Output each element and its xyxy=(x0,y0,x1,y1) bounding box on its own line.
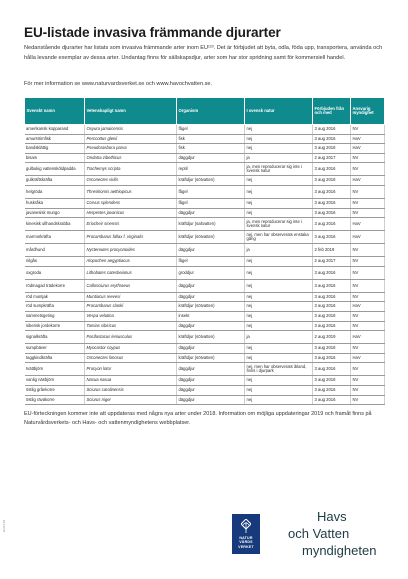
organism-cell: kräftdjur (sötvatten) xyxy=(177,302,245,312)
date-cell: 3 aug 2016 xyxy=(313,144,351,154)
date-cell: 3 aug 2016 xyxy=(313,353,351,363)
organism-cell: däggdjur xyxy=(177,321,245,331)
scientific-name-cell: Procambarus fallax f. virginalis xyxy=(85,231,177,244)
in-nature-cell: nej xyxy=(245,208,313,218)
table-row xyxy=(25,311,385,321)
nv-logo-line-1: NATUR xyxy=(239,536,253,540)
hav-logo-line-2: och Vatten xyxy=(288,526,350,541)
scientific-name-cell: Sciurus carolinensis xyxy=(85,385,177,395)
swedish-name-cell: östlig gråekorre xyxy=(25,385,85,395)
organism-cell: kräftdjur (sötvatten) xyxy=(177,176,245,186)
authority-cell: NV xyxy=(351,244,385,257)
in-nature-cell: nej xyxy=(245,279,313,292)
in-nature-cell: nej xyxy=(245,376,313,386)
authority-cell: HaV xyxy=(351,353,385,363)
date-cell: 2 aug 2019 xyxy=(313,331,351,344)
date-cell: 3 aug 2016 xyxy=(313,376,351,386)
scientific-name-cell: Sciurus niger xyxy=(85,395,177,405)
scientific-name-cell: Nasua nasua xyxy=(85,376,177,386)
scientific-name-cell: Pacifastacus leniusculus xyxy=(85,331,177,344)
table-row xyxy=(25,231,385,244)
organism-cell: kräftdjur (sötvatten) xyxy=(177,331,245,344)
nv-logo-line-3: VERKET xyxy=(238,544,254,549)
in-nature-cell: nej xyxy=(245,321,313,331)
date-cell: 3 aug 2016 xyxy=(313,395,351,405)
swedish-name-cell: signalkräfta xyxy=(25,331,85,344)
authority-cell: NV xyxy=(351,279,385,292)
scientific-name-cell: Lithobates catesbeianus xyxy=(85,266,177,279)
organism-cell: däggdjur xyxy=(177,344,245,354)
organism-cell: kräftdjur (saltvatten) xyxy=(177,218,245,231)
in-nature-cell: nej xyxy=(245,344,313,354)
table-row xyxy=(25,208,385,218)
swedish-name-cell: bisam xyxy=(25,153,85,163)
date-cell: 3 aug 2016 xyxy=(313,134,351,144)
table-row xyxy=(25,153,385,163)
date-cell: 3 aug 2016 xyxy=(313,363,351,376)
column-header-organism: Organism xyxy=(177,98,245,125)
organism-cell: fågel xyxy=(177,198,245,208)
authority-cell: HaV xyxy=(351,134,385,144)
hav-logo-line-1: Havs xyxy=(317,509,347,524)
swedish-name-cell: rödmagad trädekorre xyxy=(25,279,85,292)
scientific-name-cell: Procambarus clarkii xyxy=(85,302,177,312)
date-cell: 3 aug 2016 xyxy=(313,279,351,292)
date-cell: 3 aug 2016 xyxy=(313,218,351,231)
date-cell: 3 aug 2016 xyxy=(313,344,351,354)
authority-cell: NV xyxy=(351,125,385,135)
in-nature-cell: nej xyxy=(245,144,313,154)
date-cell: 3 aug 2016 xyxy=(313,321,351,331)
scientific-name-cell: Pseudorasbora parva xyxy=(85,144,177,154)
date-cell: 3 aug 2016 xyxy=(313,292,351,302)
authority-cell: HaV xyxy=(351,218,385,231)
havs-och-vattenmyndigheten-logo xyxy=(267,510,397,560)
table-row xyxy=(25,244,385,257)
swedish-name-cell: amerikansk kopparand xyxy=(25,125,85,135)
authority-cell: NV xyxy=(351,311,385,321)
scientific-name-cell: Oxyura jamaicensis xyxy=(85,125,177,135)
in-nature-cell: nej xyxy=(245,257,313,267)
scientific-name-cell: Trachemys scripta xyxy=(85,163,177,176)
organism-cell: kräftdjur (sötvatten) xyxy=(177,231,245,244)
authority-cell: NV xyxy=(351,363,385,376)
in-nature-cell: ja xyxy=(245,244,313,257)
document-code: ELFN-18 xyxy=(2,520,6,533)
naturvardsverket-emblem-icon xyxy=(241,519,251,533)
date-cell: 3 aug 2016 xyxy=(313,208,351,218)
in-nature-cell: ja, men reproducerar sig inte i svensk natur xyxy=(245,218,313,231)
authority-cell: NV xyxy=(351,292,385,302)
scientific-name-cell: Threskiornis aethiopicus xyxy=(85,185,177,198)
organism-cell: däggdjur xyxy=(177,244,245,257)
authority-cell: NV xyxy=(351,153,385,163)
date-cell: 3 aug 2016 xyxy=(313,185,351,198)
swedish-name-cell: röd muntjak xyxy=(25,292,85,302)
authority-cell: NV xyxy=(351,395,385,405)
organism-cell: däggdjur xyxy=(177,363,245,376)
organism-cell: däggdjur xyxy=(177,385,245,395)
table-row xyxy=(25,266,385,279)
table-row xyxy=(25,395,385,405)
table-row xyxy=(25,144,385,154)
swedish-name-cell: helgröda xyxy=(25,185,85,198)
organism-cell: fågel xyxy=(177,185,245,198)
table-row xyxy=(25,257,385,267)
scientific-name-cell: Tamias sibiricus xyxy=(85,321,177,331)
date-cell: 2 feb 2019 xyxy=(313,244,351,257)
scientific-name-cell: Callosciurus erythraeus xyxy=(85,279,177,292)
in-nature-cell: nej xyxy=(245,395,313,405)
scientific-name-cell: Orconectes virilis xyxy=(85,176,177,186)
date-cell: 3 aug 2016 xyxy=(313,176,351,186)
scientific-name-cell: Herpestes javanicus xyxy=(85,208,177,218)
scientific-name-cell: Ondatra zibethicus xyxy=(85,153,177,163)
date-cell: 3 aug 2016 xyxy=(313,302,351,312)
table-row xyxy=(25,302,385,312)
table-row xyxy=(25,376,385,386)
organism-cell: fisk xyxy=(177,144,245,154)
organism-cell: däggdjur xyxy=(177,292,245,302)
table-row xyxy=(25,176,385,186)
authority-cell: NV xyxy=(351,376,385,386)
swedish-name-cell: tvättbjörn xyxy=(25,363,85,376)
swedish-name-cell: amurstrimfisk xyxy=(25,134,85,144)
swedish-name-cell: huskråka xyxy=(25,198,85,208)
authority-cell: NV xyxy=(351,266,385,279)
table-header-row xyxy=(25,98,385,125)
column-header-in-swedish-nature: I svensk natur xyxy=(245,98,313,125)
scientific-name-cell: Nyctereutes procyonoides xyxy=(85,244,177,257)
scientific-name-cell: Perccottus glenii xyxy=(85,134,177,144)
authority-cell: HaV xyxy=(351,231,385,244)
scientific-name-cell: Alopochen aegyptiacus xyxy=(85,257,177,267)
swedish-name-cell: javanesisk mungo xyxy=(25,208,85,218)
organism-cell: däggdjur xyxy=(177,376,245,386)
organism-cell: däggdjur xyxy=(177,208,245,218)
in-nature-cell: nej xyxy=(245,176,313,186)
table-row xyxy=(25,279,385,292)
date-cell: 3 aug 2016 xyxy=(313,163,351,176)
authority-cell: HaV xyxy=(351,302,385,312)
table-row xyxy=(25,331,385,344)
organism-cell: fisk xyxy=(177,134,245,144)
organism-cell: kräftdjur (sötvatten) xyxy=(177,353,245,363)
in-nature-cell: ja xyxy=(245,153,313,163)
table-row xyxy=(25,125,385,135)
authority-cell: NV xyxy=(351,321,385,331)
in-nature-cell: nej xyxy=(245,385,313,395)
nv-logo-line-2: VÅRDS xyxy=(239,540,253,545)
swedish-name-cell: kinesisk ullhandskrabba xyxy=(25,218,85,231)
table-row xyxy=(25,134,385,144)
table-row xyxy=(25,218,385,231)
swedish-name-cell: gulkräftskräfta xyxy=(25,176,85,186)
info-text: För mer information se www.naturvardsverket.se och www.havochvatten.se. xyxy=(24,81,213,87)
date-cell: 3 aug 2016 xyxy=(313,231,351,244)
in-nature-cell: nej xyxy=(245,185,313,198)
in-nature-cell: ja, men reproducerar sig inte i svensk natur xyxy=(245,163,313,176)
column-header-prohibited-from: Förbjuden från och med xyxy=(313,98,351,125)
in-nature-cell: ja xyxy=(245,331,313,344)
column-header-scientific-name: Vetenskapligt namn xyxy=(85,98,177,125)
date-cell: 3 aug 2016 xyxy=(313,125,351,135)
organism-cell: insekt xyxy=(177,311,245,321)
swedish-name-cell: sumpbäver xyxy=(25,344,85,354)
in-nature-cell: nej xyxy=(245,292,313,302)
swedish-name-cell: nilgås xyxy=(25,257,85,267)
in-nature-cell: nej xyxy=(245,266,313,279)
authority-cell: NV xyxy=(351,163,385,176)
swedish-name-cell: röd sumpkräfta xyxy=(25,302,85,312)
table-row xyxy=(25,363,385,376)
date-cell: 3 aug 2016 xyxy=(313,385,351,395)
swedish-name-cell: gulbukig vattensköldpadda xyxy=(25,163,85,176)
authority-cell: HaV xyxy=(351,176,385,186)
table-row xyxy=(25,353,385,363)
table-row xyxy=(25,344,385,354)
in-nature-cell: nej, men har observerats ibland, finns i djurpark xyxy=(245,363,313,376)
authority-cell: NV xyxy=(351,198,385,208)
species-table xyxy=(24,97,385,405)
authority-cell: NV xyxy=(351,344,385,354)
in-nature-cell: nej xyxy=(245,134,313,144)
table-body xyxy=(25,125,385,405)
in-nature-cell: nej xyxy=(245,125,313,135)
table-row xyxy=(25,163,385,176)
date-cell: 3 aug 2016 xyxy=(313,266,351,279)
scientific-name-cell: Muntiacus reevesi xyxy=(85,292,177,302)
swedish-name-cell: taggkindkräfta xyxy=(25,353,85,363)
authority-cell: NV xyxy=(351,185,385,198)
scientific-name-cell: Eriocheir sinensis xyxy=(85,218,177,231)
column-header-responsible-authority: Ansvarig myndighet xyxy=(351,98,385,125)
organism-cell: fågel xyxy=(177,257,245,267)
swedish-name-cell: mårdhund xyxy=(25,244,85,257)
in-nature-cell: nej xyxy=(245,302,313,312)
column-header-swedish-name: Svenskt namn xyxy=(25,98,85,125)
table-row xyxy=(25,185,385,198)
swedish-name-cell: vanlig näsbjörn xyxy=(25,376,85,386)
date-cell: 3 aug 2016 xyxy=(313,311,351,321)
organism-cell: däggdjur xyxy=(177,395,245,405)
swedish-name-cell: sammetsgeting xyxy=(25,311,85,321)
authority-cell: HaV xyxy=(351,144,385,154)
table-row xyxy=(25,292,385,302)
date-cell: 2 aug 2017 xyxy=(313,257,351,267)
authority-cell: NV xyxy=(351,208,385,218)
in-nature-cell: nej, men har observerats enstaka gång xyxy=(245,231,313,244)
authority-cell: HaV xyxy=(351,331,385,344)
scientific-name-cell: Corvus splendens xyxy=(85,198,177,208)
scientific-name-cell: Procyon lotor xyxy=(85,363,177,376)
naturvardsverket-logo xyxy=(232,514,260,554)
scientific-name-cell: Myocastor coypus xyxy=(85,344,177,354)
in-nature-cell: nej xyxy=(245,353,313,363)
scientific-name-cell: Vespa velutina xyxy=(85,311,177,321)
scientific-name-cell: Orconectes limosus xyxy=(85,353,177,363)
organism-cell: däggdjur xyxy=(177,279,245,292)
in-nature-cell: nej xyxy=(245,311,313,321)
intro-text: Nedanstående djurarter har listats som invasiva främmande arter inom EU¹²³. Det är förbjudet att byta, odla, föda upp, transportera, använda och hålla levande exemplar av dessa arter. Undantag finns för sällskapsdjur, arter som har stor spridning samt för kommersiell handel. xyxy=(24,45,383,61)
footnote-text: EU-förteckningen kommer inte att uppdateras med några nya arter under 2018. Information om möjliga uppdateringar 2019 och framåt finns på Naturvårdsverkets- och Havs- och vattenmyndighetens webbplatser. xyxy=(24,411,372,427)
table-row xyxy=(25,321,385,331)
date-cell: 3 aug 2016 xyxy=(313,198,351,208)
page-title: EU-listade invasiva främmande djurarter xyxy=(24,25,281,40)
table-row xyxy=(25,198,385,208)
table-row xyxy=(25,385,385,395)
swedish-name-cell: siberisk jordekorre xyxy=(25,321,85,331)
date-cell: 2 aug 2017 xyxy=(313,153,351,163)
organism-cell: groddjur xyxy=(177,266,245,279)
authority-cell: NV xyxy=(351,257,385,267)
swedish-name-cell: oxgroda xyxy=(25,266,85,279)
swedish-name-cell: östlig räväkorre xyxy=(25,395,85,405)
swedish-name-cell: bandsklättig xyxy=(25,144,85,154)
in-nature-cell: nej xyxy=(245,198,313,208)
hav-logo-line-3: myndigheten xyxy=(302,543,377,558)
organism-cell: däggdjur xyxy=(177,153,245,163)
swedish-name-cell: marmorkräfta xyxy=(25,231,85,244)
authority-cell: NV xyxy=(351,385,385,395)
organism-cell: fågel xyxy=(177,125,245,135)
organism-cell: reptil xyxy=(177,163,245,176)
